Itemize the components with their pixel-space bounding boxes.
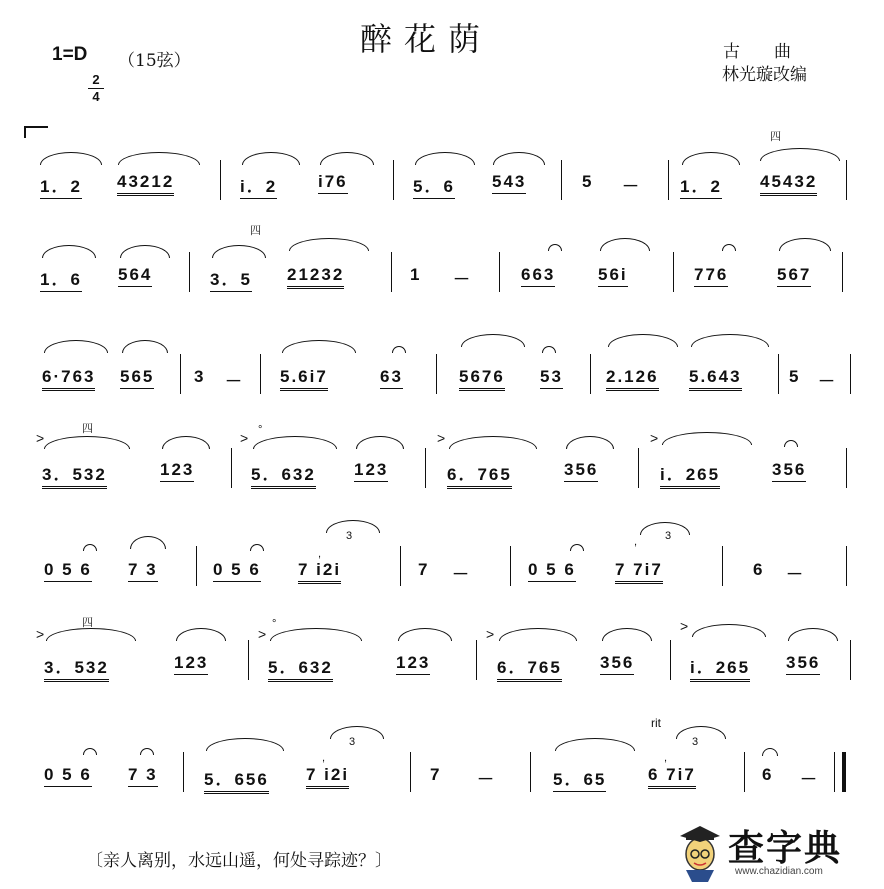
note-group: i．265 [660, 460, 720, 489]
note-group: 123 [160, 460, 194, 482]
slur-arc [398, 628, 452, 641]
note-group: 6．765 [447, 460, 512, 489]
slur-arc [762, 748, 778, 756]
note-group: 5 [789, 367, 801, 386]
barline [231, 448, 232, 488]
note-group: － [800, 770, 819, 789]
note-group: 7 3 [128, 560, 158, 582]
slur-arc [779, 238, 831, 251]
note-group: 53 [540, 367, 563, 389]
note-group: 5．65 [553, 765, 606, 792]
slur-arc [83, 748, 97, 755]
slur-arc [140, 748, 154, 755]
ritardando-mark: rit [651, 716, 661, 730]
note-group: 0 5 6 [44, 560, 92, 582]
barline [410, 752, 411, 792]
slur-arc [212, 245, 266, 258]
fingering-mark: 四 [250, 225, 261, 237]
barline [850, 640, 851, 680]
slur-arc [120, 245, 170, 258]
slur-arc [44, 340, 108, 353]
breath-mark: , [634, 536, 638, 548]
system-bracket [24, 126, 48, 138]
accent-mark: > [36, 430, 45, 446]
logo-url: www.chazidian.com [735, 866, 823, 877]
note-group: 45432 [760, 172, 817, 196]
note-group: 5．632 [251, 460, 316, 489]
note-group: 3．532 [44, 653, 109, 682]
slur-arc [682, 152, 740, 165]
note-group: 356 [600, 653, 634, 675]
barline [391, 252, 392, 292]
instrument-note: （15弦） [118, 51, 191, 71]
harmonic-mark: ° [272, 618, 277, 630]
note-group: 5．6 [413, 172, 455, 199]
slur-arc [676, 726, 726, 739]
barline [744, 752, 745, 792]
note-group: 356 [786, 653, 820, 675]
accent-mark: > [437, 430, 446, 446]
barline [846, 160, 847, 200]
breath-mark: , [664, 752, 668, 764]
note-group: 21232 [287, 265, 344, 289]
note-group: 123 [174, 653, 208, 675]
lyric-caption: 〔亲人离别，水远山遥，何处寻踪迹？〕 [86, 851, 392, 871]
note-group: 1．2 [40, 172, 82, 199]
barline [499, 252, 500, 292]
barline [842, 252, 843, 292]
note-group: 0 5 6 [528, 560, 576, 582]
slur-arc [415, 152, 475, 165]
slur-arc [130, 536, 166, 549]
note-group: 6 7i7 [648, 765, 696, 789]
note-group: 63 [380, 367, 403, 389]
slur-arc [608, 334, 678, 347]
note-group: － [477, 770, 496, 789]
slur-arc [83, 544, 97, 551]
note-group: 5.643 [689, 367, 742, 391]
barline [183, 752, 184, 792]
barline [668, 160, 669, 200]
slur-arc [570, 544, 584, 551]
score-title: 醉花荫 [360, 20, 493, 58]
note-group: 1 [410, 265, 422, 284]
barline [561, 160, 562, 200]
note-group: － [452, 565, 471, 584]
accent-mark: > [258, 626, 267, 642]
note-group: 1．2 [680, 172, 722, 199]
slur-arc [46, 628, 136, 641]
note-group: 663 [521, 265, 555, 287]
note-group: 5．632 [268, 653, 333, 682]
slur-arc [253, 436, 337, 449]
note-group: 564 [118, 265, 152, 287]
harmonic-mark: ° [258, 424, 263, 436]
accent-mark: > [240, 430, 249, 446]
slur-arc [784, 440, 798, 447]
slur-arc [176, 628, 226, 641]
note-group: 7 [418, 560, 430, 579]
barline [260, 354, 261, 394]
note-group: 0 5 6 [213, 560, 261, 582]
slur-arc [542, 346, 556, 353]
slur-arc [662, 432, 752, 445]
barline [510, 546, 511, 586]
note-group: 6 [762, 765, 774, 784]
note-group: 776 [694, 265, 728, 287]
slur-arc [461, 334, 525, 347]
slur-arc [162, 436, 210, 449]
note-group: 3 [194, 367, 206, 386]
note-group: 2.126 [606, 367, 659, 391]
final-barline [842, 752, 846, 792]
barline [196, 546, 197, 586]
note-group: 5 [582, 172, 594, 191]
barline [846, 448, 847, 488]
note-group: i．265 [690, 653, 750, 682]
note-group: 1．6 [40, 265, 82, 292]
slur-arc [548, 244, 562, 251]
note-group: 6．765 [497, 653, 562, 682]
barline [393, 160, 394, 200]
note-group: 543 [492, 172, 526, 194]
slur-arc [499, 628, 577, 641]
note-group: － [225, 372, 244, 391]
time-signature [88, 73, 104, 104]
slur-arc [493, 152, 545, 165]
slur-arc [566, 436, 614, 449]
barline [248, 640, 249, 680]
note-group: 6·763 [42, 367, 95, 391]
breath-mark: , [318, 548, 322, 560]
barline [638, 448, 639, 488]
note-group: － [622, 177, 641, 196]
slur-arc [40, 152, 102, 165]
breath-mark: , [322, 752, 326, 764]
triplet-mark: 3 [346, 530, 353, 542]
triplet-mark: 3 [665, 530, 672, 542]
note-group: 356 [772, 460, 806, 482]
slur-arc [206, 738, 284, 751]
triplet-mark: 3 [349, 736, 356, 748]
slur-arc [250, 544, 264, 551]
credit-origin: 古曲 [723, 42, 825, 62]
slur-arc [289, 238, 369, 251]
note-group: － [453, 270, 472, 289]
barline [400, 546, 401, 586]
barline [778, 354, 779, 394]
note-group: － [786, 565, 805, 584]
slur-arc [356, 436, 404, 449]
note-group: 7 7i7 [615, 560, 663, 584]
slur-arc [42, 245, 96, 258]
slur-arc [555, 738, 635, 751]
fingering-mark: 四 [82, 617, 93, 629]
note-group: 7 i2i [298, 560, 341, 584]
slur-arc [600, 238, 650, 251]
note-group: 43212 [117, 172, 174, 196]
barline [530, 752, 531, 792]
note-group: i76 [318, 172, 348, 194]
slur-arc [320, 152, 374, 165]
accent-mark: > [680, 618, 689, 634]
triplet-mark: 3 [692, 736, 699, 748]
barline [425, 448, 426, 488]
barline [436, 354, 437, 394]
note-group: 7 i2i [306, 765, 349, 789]
barline [722, 546, 723, 586]
slur-arc [122, 340, 168, 353]
logo-text: 查字典 [728, 828, 843, 869]
slur-arc [760, 148, 840, 161]
slur-arc [722, 244, 736, 251]
slur-arc [692, 624, 766, 637]
note-group: 7 3 [128, 765, 158, 787]
note-group: 7 [430, 765, 442, 784]
fingering-mark: 四 [770, 131, 781, 143]
note-group: 356 [564, 460, 598, 482]
note-group: 5676 [459, 367, 505, 391]
slur-arc [788, 628, 838, 641]
slur-arc [44, 436, 130, 449]
barline [180, 354, 181, 394]
slur-arc [449, 436, 537, 449]
note-group: 123 [354, 460, 388, 482]
slur-arc [242, 152, 300, 165]
barline [220, 160, 221, 200]
barline [670, 640, 671, 680]
barline [673, 252, 674, 292]
note-group: 567 [777, 265, 811, 287]
slur-arc [326, 520, 380, 533]
slur-arc [602, 628, 652, 641]
note-group: 5．656 [204, 765, 269, 794]
slur-arc [282, 340, 356, 353]
barline [189, 252, 190, 292]
note-group: 5.6i7 [280, 367, 328, 391]
note-group: 6 [753, 560, 765, 579]
note-group: － [818, 372, 837, 391]
slur-arc [330, 726, 384, 739]
slur-arc [392, 346, 406, 353]
accent-mark: > [36, 626, 45, 642]
time-signature-bottom: 4 [92, 89, 100, 104]
note-group: 3．5 [210, 265, 252, 292]
note-group: 123 [396, 653, 430, 675]
barline [476, 640, 477, 680]
time-signature-top: 2 [92, 72, 100, 87]
slur-arc [691, 334, 769, 347]
note-group: 565 [120, 367, 154, 389]
credit-arranger: 林光璇改编 [722, 65, 807, 85]
key-signature: 1=D [52, 44, 88, 65]
barline [846, 546, 847, 586]
barline [834, 752, 835, 792]
slur-arc [270, 628, 362, 641]
accent-mark: > [486, 626, 495, 642]
note-group: 56i [598, 265, 628, 287]
accent-mark: > [650, 430, 659, 446]
slur-arc [118, 152, 200, 165]
barline [590, 354, 591, 394]
fingering-mark: 四 [82, 423, 93, 435]
barline [850, 354, 851, 394]
note-group: 3．532 [42, 460, 107, 489]
note-group: 0 5 6 [44, 765, 92, 787]
note-group: i．2 [240, 172, 277, 199]
